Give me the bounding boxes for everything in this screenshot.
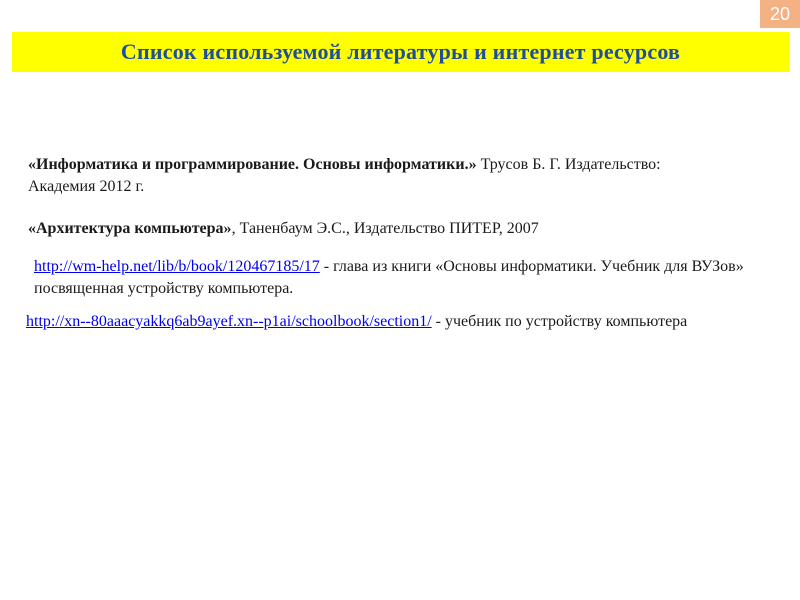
- page-title: Список используемой литературы и интернет ресурсов: [120, 39, 681, 64]
- reference-item: [28, 218, 748, 240]
- page-number-badge: [760, 0, 800, 28]
- reference-item: [26, 311, 766, 333]
- reference-title: «Информатика и программирование. Основы информатики.»: [28, 156, 477, 173]
- reference-details: - учебник по устройству компьютера: [431, 313, 688, 330]
- page-number: 20: [769, 3, 791, 24]
- reference-item: [28, 154, 718, 198]
- reference-item: [34, 256, 764, 300]
- title-banner: [12, 32, 789, 72]
- reference-details: , Таненбаум Э.С., Издательство ПИТЕР, 2007: [231, 220, 539, 237]
- reference-title: «Архитектура компьютера»: [28, 220, 232, 237]
- reference-link[interactable]: http://xn--80aaacyakkq6ab9ayef.xn--p1ai/schoolbook/section1/: [26, 313, 432, 330]
- reference-details: - глава из книги «Основы информатики. Учебник для ВУЗов» посвященная устройству компьютера.: [34, 258, 744, 297]
- reference-link[interactable]: http://wm-help.net/lib/b/book/120467185/17: [34, 258, 320, 275]
- reference-details: Трусов Б. Г. Издательство: Академия 2012 г.: [28, 156, 661, 195]
